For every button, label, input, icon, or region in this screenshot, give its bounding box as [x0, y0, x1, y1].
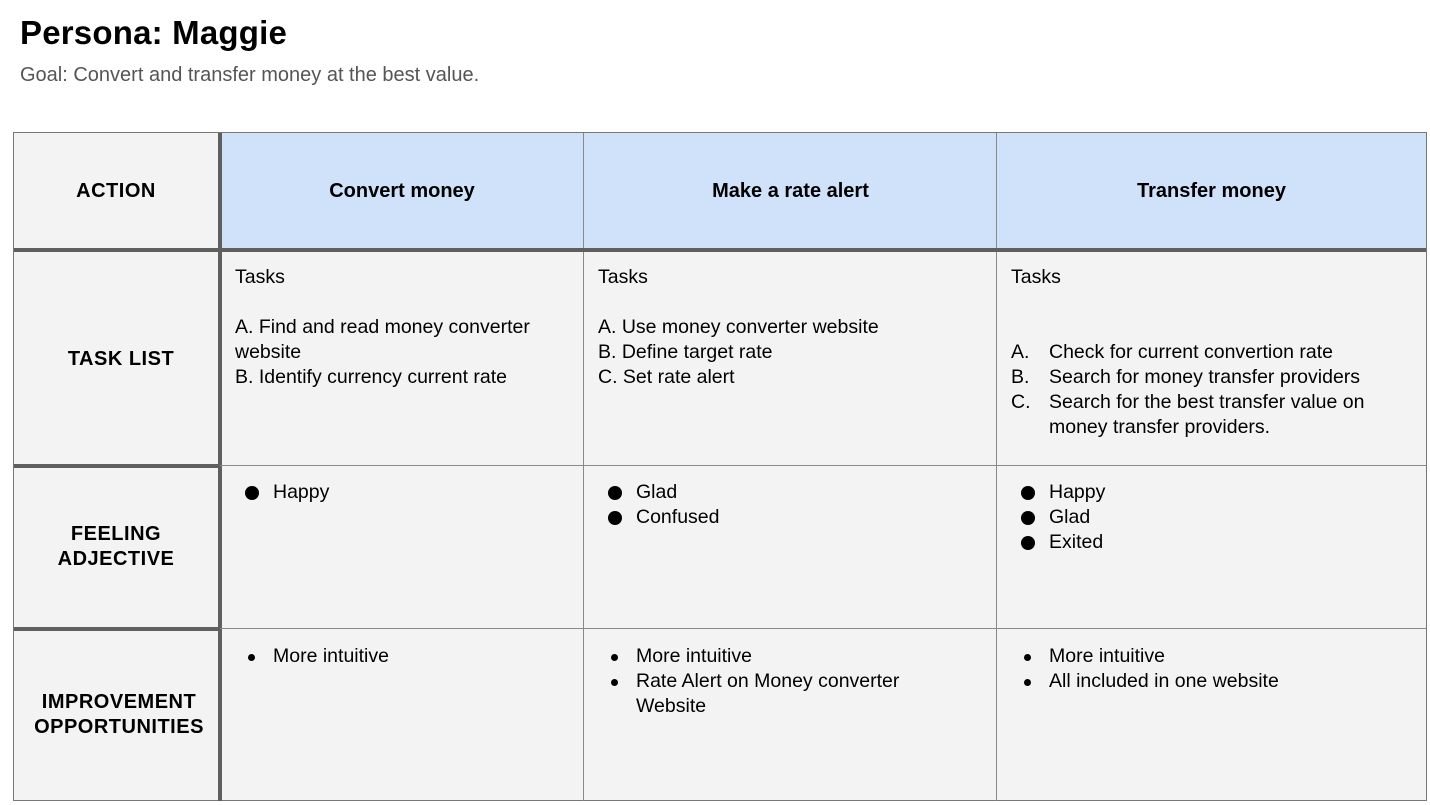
improvement-text: More intuitive	[636, 645, 752, 667]
row-label-task-list-text: TASK LIST	[67, 347, 175, 370]
task-list-cell-3	[1011, 265, 1416, 440]
user-journey-table	[13, 132, 1427, 801]
column-header-text: Make a rate alert	[712, 179, 869, 202]
task-text: Search for money transfer providers	[1049, 366, 1361, 388]
grid-line	[220, 465, 1426, 466]
task-list-cell-1	[235, 265, 575, 390]
grid-line	[14, 248, 1426, 252]
feeling-text: Glad	[636, 481, 678, 503]
row-label-feeling	[14, 467, 218, 627]
feeling-item	[1011, 530, 1416, 555]
bullet-icon	[1024, 679, 1031, 686]
row-label-action	[14, 133, 218, 249]
persona-goal: Goal: Convert and transfer money at the best value.	[20, 64, 480, 86]
page-title: Persona: Maggie	[20, 14, 288, 51]
feeling-item	[1011, 480, 1416, 505]
tasks-heading: Tasks	[1011, 266, 1061, 288]
column-header-transfer-money	[997, 133, 1426, 249]
feeling-text: Happy	[273, 481, 330, 503]
improvement-item	[598, 669, 928, 719]
feeling-text: Confused	[636, 506, 720, 528]
task-item	[1011, 365, 1416, 390]
row-label-improvement	[14, 629, 224, 801]
task-item: B. Identify currency current rate	[235, 366, 508, 388]
feeling-list	[598, 480, 988, 530]
task-item: A. Find and read money converter website	[235, 316, 530, 363]
feeling-item	[598, 505, 988, 530]
task-item	[1011, 340, 1416, 365]
improvement-cell-3	[1011, 644, 1416, 694]
bullet-icon	[608, 486, 622, 500]
improvement-list	[235, 644, 575, 669]
grid-line	[583, 133, 584, 801]
bullet-icon	[1021, 486, 1035, 500]
feeling-text: Glad	[1049, 506, 1091, 528]
tasks-heading: Tasks	[235, 266, 285, 288]
improvement-item	[598, 644, 928, 669]
improvement-text: More intuitive	[1049, 645, 1165, 667]
task-ordered-list	[1011, 340, 1416, 440]
feeling-list	[1011, 480, 1416, 555]
bullet-icon	[611, 679, 618, 686]
grid-line	[14, 464, 220, 468]
task-text: Check for current convertion rate	[1049, 341, 1333, 363]
bullet-icon	[608, 511, 622, 525]
grid-line	[220, 628, 1426, 629]
row-label-improvement-line2: OPPORTUNITIES	[34, 716, 204, 738]
improvement-text: More intuitive	[273, 645, 389, 667]
improvement-cell-2	[598, 644, 928, 719]
improvement-list	[1011, 644, 1416, 694]
task-item	[1011, 390, 1416, 440]
bullet-icon	[611, 654, 618, 661]
column-header-rate-alert	[584, 133, 997, 249]
task-marker: B.	[1011, 366, 1030, 388]
column-header-text: Transfer money	[1137, 179, 1286, 202]
column-header-text: Convert money	[329, 179, 475, 202]
improvement-list	[598, 644, 928, 719]
feeling-text: Exited	[1049, 531, 1104, 553]
task-marker: A.	[1011, 341, 1030, 363]
improvement-text: All included in one website	[1049, 670, 1279, 692]
row-label-task-list	[14, 253, 228, 465]
grid-line	[14, 627, 220, 631]
task-marker: C.	[1011, 391, 1031, 413]
row-label-improvement-line1: IMPROVEMENT	[41, 691, 197, 713]
improvement-cell-1	[235, 644, 575, 669]
row-label-feeling-line1: FEELING	[70, 523, 162, 545]
feeling-item	[1011, 505, 1416, 530]
feeling-cell-1	[235, 480, 575, 505]
task-text: Search for the best transfer value on money transfer providers.	[1049, 391, 1365, 438]
bullet-icon	[1024, 654, 1031, 661]
row-label-feeling-line2: ADJECTIVE	[57, 548, 175, 570]
improvement-item	[1011, 644, 1416, 669]
task-item: B. Define target rate	[598, 341, 773, 363]
feeling-item	[598, 480, 988, 505]
feeling-text: Happy	[1049, 481, 1106, 503]
task-item: A. Use money converter website	[598, 316, 879, 338]
grid-line	[996, 133, 997, 801]
improvement-item	[235, 644, 575, 669]
feeling-item	[235, 480, 575, 505]
column-header-convert-money	[220, 133, 584, 249]
bullet-icon	[1021, 536, 1035, 550]
task-list-cell-2	[598, 265, 988, 390]
tasks-heading: Tasks	[598, 266, 648, 288]
row-label-action-text: ACTION	[76, 179, 156, 202]
feeling-list	[235, 480, 575, 505]
bullet-icon	[1021, 511, 1035, 525]
improvement-text: Rate Alert on Money converter Website	[636, 670, 900, 717]
task-item: C. Set rate alert	[598, 366, 735, 388]
feeling-cell-2	[598, 480, 988, 530]
improvement-item	[1011, 669, 1416, 694]
bullet-icon	[248, 654, 255, 661]
feeling-cell-3	[1011, 480, 1416, 555]
bullet-icon	[245, 486, 259, 500]
